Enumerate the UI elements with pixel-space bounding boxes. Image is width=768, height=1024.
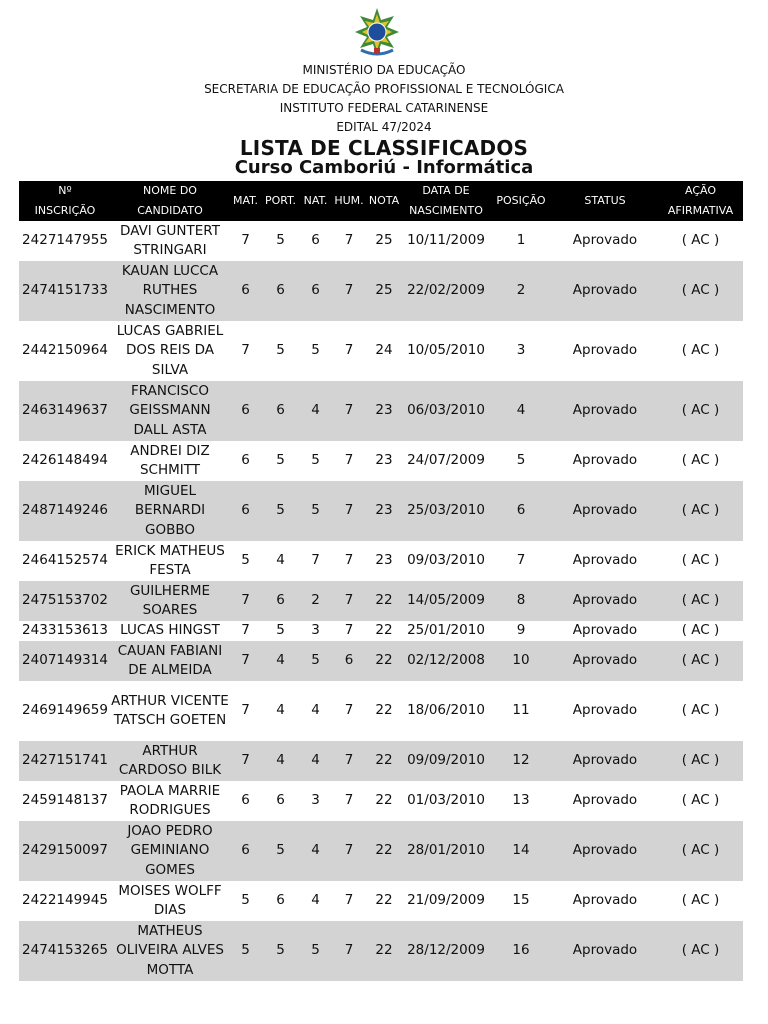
cell-nome: ERICK MATHEUS FESTA [111,541,229,581]
table-row [19,321,743,381]
cell-posicao: 5 [490,441,552,481]
col-header-posicao: POSIÇÃO [490,181,552,221]
cell-nat: 5 [299,921,332,981]
cell-port: 4 [262,641,299,681]
cell-posicao: 10 [490,641,552,681]
cell-port: 4 [262,541,299,581]
cell-nat: 3 [299,621,332,641]
cell-nascimento: 10/05/2010 [402,321,490,381]
cell-nat: 3 [299,781,332,821]
cell-acao: ( AC ) [658,741,743,781]
cell-port: 6 [262,581,299,621]
cell-nota: 22 [366,641,402,681]
cell-nota: 22 [366,681,402,741]
table-row [19,381,743,441]
cell-nat: 6 [299,261,332,321]
table-row [19,481,743,541]
cell-nat: 7 [299,541,332,581]
table-row [19,821,743,881]
cell-acao: ( AC ) [658,681,743,741]
cell-posicao: 6 [490,481,552,541]
cell-status: Aprovado [552,821,658,881]
cell-status: Aprovado [552,741,658,781]
cell-mat: 5 [229,541,262,581]
cell-acao: ( AC ) [658,921,743,981]
table-row [19,741,743,781]
cell-nascimento: 28/12/2009 [402,921,490,981]
cell-hum: 7 [332,821,366,881]
cell-inscricao: 2464152574 [19,541,111,581]
cell-status: Aprovado [552,621,658,641]
cell-status: Aprovado [552,541,658,581]
cell-nat: 5 [299,641,332,681]
table-row [19,881,743,921]
cell-posicao: 8 [490,581,552,621]
cell-nota: 24 [366,321,402,381]
cell-nome: JOAO PEDRO GEMINIANO GOMES [111,821,229,881]
cell-nota: 23 [366,441,402,481]
cell-posicao: 15 [490,881,552,921]
cell-inscricao: 2442150964 [19,321,111,381]
cell-hum: 7 [332,321,366,381]
cell-inscricao: 2475153702 [19,581,111,621]
cell-acao: ( AC ) [658,441,743,481]
cell-status: Aprovado [552,581,658,621]
cell-nome: MATHEUS OLIVEIRA ALVES MOTTA [111,921,229,981]
cell-inscricao: 2469149659 [19,681,111,741]
cell-nascimento: 22/02/2009 [402,261,490,321]
cell-nome: DAVI GUNTERT STRINGARI [111,221,229,261]
col-header-port: PORT. [262,181,299,221]
brasao-coat-of-arms-icon [351,6,403,58]
cell-hum: 7 [332,921,366,981]
cell-status: Aprovado [552,381,658,441]
cell-nascimento: 14/05/2009 [402,581,490,621]
cell-inscricao: 2429150097 [19,821,111,881]
cell-nome: MIGUEL BERNARDI GOBBO [111,481,229,541]
cell-mat: 5 [229,881,262,921]
cell-nota: 22 [366,581,402,621]
col-header-mat: MAT. [229,181,262,221]
cell-nome: ARTHUR CARDOSO BILK [111,741,229,781]
cell-nascimento: 21/09/2009 [402,881,490,921]
cell-posicao: 13 [490,781,552,821]
cell-port: 6 [262,881,299,921]
cell-nome: LUCAS GABRIEL DOS REIS DA SILVA [111,321,229,381]
cell-inscricao: 2427151741 [19,741,111,781]
cell-inscricao: 2422149945 [19,881,111,921]
cell-status: Aprovado [552,261,658,321]
cell-nat: 4 [299,381,332,441]
cell-status: Aprovado [552,441,658,481]
cell-acao: ( AC ) [658,881,743,921]
cell-status: Aprovado [552,641,658,681]
cell-nat: 5 [299,481,332,541]
cell-acao: ( AC ) [658,641,743,681]
cell-nascimento: 25/03/2010 [402,481,490,541]
cell-inscricao: 2427147955 [19,221,111,261]
cell-hum: 7 [332,741,366,781]
cell-nota: 22 [366,881,402,921]
col-header-nat: NAT. [299,181,332,221]
document-subtitle: Curso Camboriú - Informática [234,157,534,178]
cell-nota: 22 [366,741,402,781]
cell-acao: ( AC ) [658,621,743,641]
table-row [19,681,743,741]
cell-port: 6 [262,261,299,321]
col-header-nome: NOME DO CANDIDATO [111,181,229,221]
cell-posicao: 2 [490,261,552,321]
cell-hum: 7 [332,781,366,821]
cell-nome: GUILHERME SOARES [111,581,229,621]
cell-mat: 6 [229,781,262,821]
col-header-status: STATUS [552,181,658,221]
header-secretariat: SECRETARIA DE EDUCAÇÃO PROFISSIONAL E TECNOLÓGICA [204,82,564,96]
col-header-nascimento: DATA DE NASCIMENTO [402,181,490,221]
cell-port: 5 [262,921,299,981]
cell-nascimento: 06/03/2010 [402,381,490,441]
cell-hum: 7 [332,621,366,641]
cell-hum: 7 [332,681,366,741]
cell-posicao: 4 [490,381,552,441]
table-row [19,921,743,981]
cell-posicao: 14 [490,821,552,881]
cell-nascimento: 25/01/2010 [402,621,490,641]
cell-acao: ( AC ) [658,381,743,441]
cell-mat: 7 [229,681,262,741]
table-header-row [19,181,743,221]
col-header-hum: HUM. [332,181,366,221]
cell-nome: ANDREI DIZ SCHMITT [111,441,229,481]
cell-posicao: 1 [490,221,552,261]
cell-port: 6 [262,781,299,821]
cell-port: 5 [262,481,299,541]
cell-port: 5 [262,821,299,881]
cell-nat: 4 [299,821,332,881]
cell-status: Aprovado [552,221,658,261]
cell-nota: 22 [366,621,402,641]
cell-acao: ( AC ) [658,781,743,821]
cell-mat: 7 [229,321,262,381]
cell-nat: 6 [299,221,332,261]
cell-acao: ( AC ) [658,321,743,381]
cell-nome: KAUAN LUCCA RUTHES NASCIMENTO [111,261,229,321]
cell-acao: ( AC ) [658,261,743,321]
cell-acao: ( AC ) [658,821,743,881]
header-edital: EDITAL 47/2024 [336,120,432,134]
cell-mat: 7 [229,221,262,261]
cell-hum: 7 [332,481,366,541]
cell-inscricao: 2474153265 [19,921,111,981]
cell-hum: 7 [332,221,366,261]
cell-inscricao: 2433153613 [19,621,111,641]
cell-inscricao: 2459148137 [19,781,111,821]
cell-acao: ( AC ) [658,481,743,541]
cell-nascimento: 01/03/2010 [402,781,490,821]
cell-nascimento: 09/09/2010 [402,741,490,781]
cell-nota: 23 [366,541,402,581]
cell-status: Aprovado [552,921,658,981]
cell-mat: 5 [229,921,262,981]
cell-mat: 7 [229,741,262,781]
cell-nat: 4 [299,681,332,741]
header-ministry: MINISTÉRIO DA EDUCAÇÃO [302,63,466,77]
cell-hum: 7 [332,261,366,321]
table-row [19,621,743,641]
cell-mat: 7 [229,581,262,621]
cell-port: 5 [262,221,299,261]
cell-status: Aprovado [552,781,658,821]
cell-nat: 4 [299,741,332,781]
cell-mat: 6 [229,441,262,481]
cell-nat: 4 [299,881,332,921]
cell-mat: 6 [229,261,262,321]
header-institute: INSTITUTO FEDERAL CATARINENSE [279,101,489,115]
cell-hum: 7 [332,381,366,441]
cell-hum: 7 [332,881,366,921]
cell-nota: 22 [366,921,402,981]
cell-nascimento: 09/03/2010 [402,541,490,581]
cell-hum: 7 [332,541,366,581]
col-header-nota: NOTA [366,181,402,221]
cell-nat: 5 [299,441,332,481]
cell-port: 5 [262,441,299,481]
cell-nota: 22 [366,781,402,821]
cell-port: 4 [262,741,299,781]
cell-hum: 7 [332,441,366,481]
cell-nascimento: 02/12/2008 [402,641,490,681]
cell-port: 6 [262,381,299,441]
cell-nome: ARTHUR VICENTE TATSCH GOETEN [111,681,229,741]
cell-port: 5 [262,621,299,641]
cell-inscricao: 2474151733 [19,261,111,321]
cell-mat: 6 [229,381,262,441]
cell-nota: 25 [366,221,402,261]
cell-mat: 7 [229,621,262,641]
cell-mat: 6 [229,481,262,541]
cell-acao: ( AC ) [658,581,743,621]
cell-hum: 7 [332,581,366,621]
cell-posicao: 9 [490,621,552,641]
cell-nota: 25 [366,261,402,321]
cell-nota: 23 [366,481,402,541]
table-row [19,261,743,321]
cell-nome: MOISES WOLFF DIAS [111,881,229,921]
cell-status: Aprovado [552,481,658,541]
cell-status: Aprovado [552,881,658,921]
cell-port: 4 [262,681,299,741]
table-row [19,541,743,581]
cell-posicao: 12 [490,741,552,781]
cell-nat: 2 [299,581,332,621]
cell-nome: CAUAN FABIANI DE ALMEIDA [111,641,229,681]
cell-inscricao: 2407149314 [19,641,111,681]
cell-nascimento: 28/01/2010 [402,821,490,881]
cell-mat: 7 [229,641,262,681]
cell-nome: PAOLA MARRIE RODRIGUES [111,781,229,821]
cell-inscricao: 2426148494 [19,441,111,481]
cell-acao: ( AC ) [658,541,743,581]
cell-status: Aprovado [552,681,658,741]
cell-nome: LUCAS HINGST [111,621,229,641]
cell-nat: 5 [299,321,332,381]
table-row [19,641,743,681]
col-header-acao: AÇÃO AFIRMATIVA [658,181,743,221]
cell-posicao: 7 [490,541,552,581]
cell-nascimento: 24/07/2009 [402,441,490,481]
cell-nascimento: 18/06/2010 [402,681,490,741]
cell-posicao: 16 [490,921,552,981]
cell-nome: FRANCISCO GEISSMANN DALL ASTA [111,381,229,441]
cell-nascimento: 10/11/2009 [402,221,490,261]
cell-acao: ( AC ) [658,221,743,261]
classified-table [19,181,743,981]
table-row [19,441,743,481]
col-header-inscricao: Nº INSCRIÇÃO [19,181,111,221]
table-row [19,781,743,821]
cell-nota: 23 [366,381,402,441]
cell-mat: 6 [229,821,262,881]
cell-inscricao: 2487149246 [19,481,111,541]
cell-posicao: 3 [490,321,552,381]
cell-status: Aprovado [552,321,658,381]
cell-inscricao: 2463149637 [19,381,111,441]
cell-hum: 6 [332,641,366,681]
cell-port: 5 [262,321,299,381]
cell-nota: 22 [366,821,402,881]
document-title: LISTA DE CLASSIFICADOS [239,136,529,160]
table-row [19,221,743,261]
table-row [19,581,743,621]
cell-posicao: 11 [490,681,552,741]
